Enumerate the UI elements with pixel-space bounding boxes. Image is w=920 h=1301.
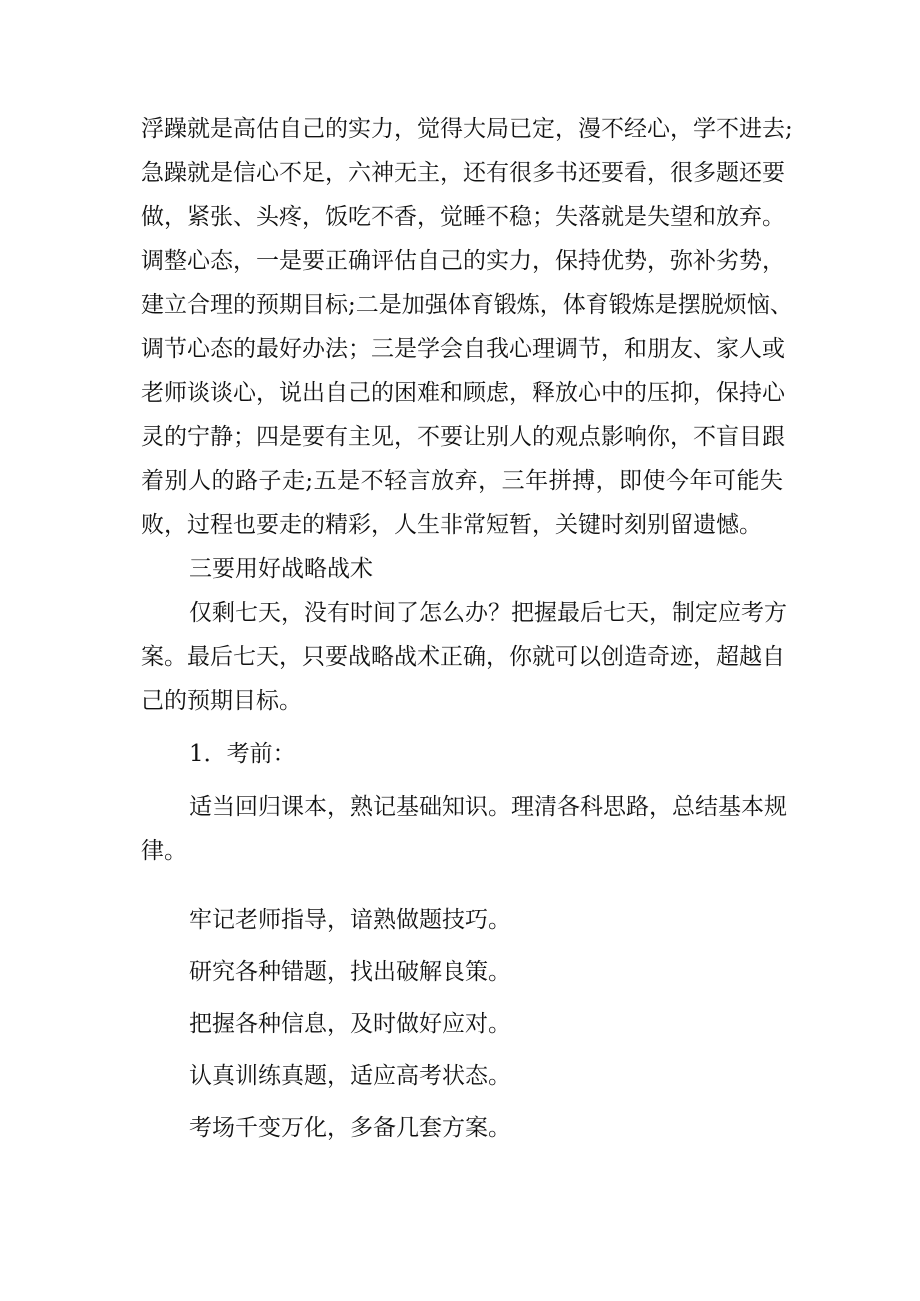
text-line: 做，紧张、头疼，饭吃不香，觉睡不稳；失落就是失望和放弃。 [141,204,785,230]
text-line: 浮躁就是高估自己的实力，觉得大局已定，漫不经心，学不进去; [141,116,793,142]
text-line: 调整心态，一是要正确评估自己的实力，保持优势，弥补劣势， [141,248,785,274]
text-line: 败，过程也要走的精彩，人生非常短暂，关键时刻别留遗憾。 [141,512,762,538]
section-heading: 三要用好战略战术 [189,556,373,582]
text-line: 律。 [141,838,187,864]
list-item: 把握各种信息，及时做好应对。 [189,1011,511,1037]
list-item: 牢记老师指导，谙熟做题技巧。 [189,907,511,933]
text-line: 调节心态的最好办法；三是学会自我心理调节，和朋友、家人或 [141,336,785,362]
text-line: 案。最后七天，只要战略战术正确，你就可以创造奇迹，超越自 [141,644,785,670]
list-item: 研究各种错题，找出破解良策。 [189,959,511,985]
text-line: 着别人的路子走;五是不轻言放弃，三年拼搏，即使今年可能失 [141,468,783,494]
text-line: 适当回归课本，熟记基础知识。理清各科思路，总结基本规 [189,794,787,820]
text-line: 灵的宁静；四是要有主见，不要让别人的观点影响你，不盲目跟 [141,424,785,450]
list-item: 考场千变万化，多备几套方案。 [189,1115,511,1141]
subheading-before-exam: 1．考前： [189,741,296,767]
list-item: 认真训练真题，适应高考状态。 [189,1063,511,1089]
text-line: 己的预期目标。 [141,688,302,714]
text-line: 建立合理的预期目标;二是加强体育锻炼，体育锻炼是摆脱烦恼、 [141,292,793,318]
text-line: 老师谈谈心，说出自己的困难和顾虑，释放心中的压抑，保持心 [141,380,785,406]
text-line: 仅剩七天，没有时间了怎么办？把握最后七天，制定应考方 [189,600,787,626]
text-line: 急躁就是信心不足，六神无主，还有很多书还要看，很多题还要 [141,160,785,186]
